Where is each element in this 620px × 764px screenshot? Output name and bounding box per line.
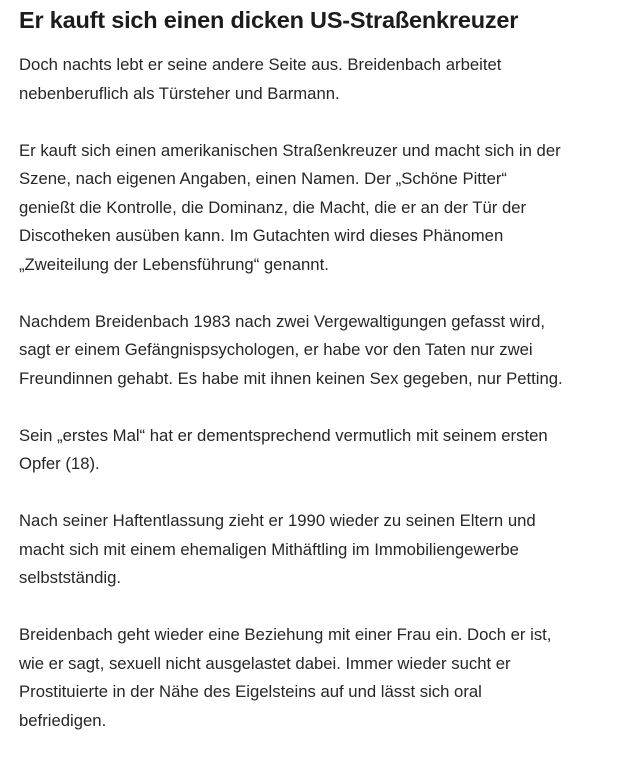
paragraph-line: Doch nachts lebt er seine andere Seite aus. Breidenbach arbeitet bbox=[19, 55, 502, 74]
paragraph-line: „Zweiteilung der Lebensführung“ genannt. bbox=[19, 254, 329, 274]
paragraph-5 bbox=[19, 507, 604, 593]
paragraph-3 bbox=[19, 308, 604, 394]
paragraph-line: wie er sagt, sexuell nicht ausgelastet dabei. Immer wieder sucht er bbox=[19, 653, 511, 673]
paragraph-line: Prostituierte in der Nähe des Eigelsteins auf und lässt sich oral bbox=[19, 682, 482, 701]
article-body bbox=[19, 0, 604, 764]
paragraph-line: Opfer (18). bbox=[19, 454, 100, 473]
paragraph-line: Er kauft sich einen amerikanischen Straßenkreuzer und macht sich in der bbox=[19, 140, 561, 160]
paragraph-line: Discotheken ausüben kann. Im Gutachten wird dieses Phänomen bbox=[19, 226, 504, 245]
paragraph-line: Sein „erstes Mal“ hat er dementsprechend vermutlich mit seinem ersten bbox=[19, 425, 548, 445]
paragraph-line: sagt er einem Gefängnispsychologen, er habe vor den Taten nur zwei bbox=[19, 340, 533, 359]
article-heading: Er kauft sich einen dicken US-Straßenkreuzer bbox=[19, 7, 519, 33]
paragraph-6 bbox=[19, 621, 604, 735]
paragraph-line: genießt die Kontrolle, die Dominanz, die Macht, die er an der Tür der bbox=[19, 197, 527, 217]
paragraph-1 bbox=[19, 51, 604, 108]
paragraph-4 bbox=[19, 422, 604, 479]
paragraph-2 bbox=[19, 137, 604, 280]
paragraph-line: selbstständig. bbox=[19, 568, 122, 587]
paragraph-line: befriedigen. bbox=[19, 710, 107, 730]
paragraph-line: Freundinnen gehabt. Es habe mit ihnen keinen Sex gegeben, nur Petting. bbox=[19, 368, 563, 388]
paragraph-line: Szene, nach eigenen Angaben, einen Namen. Der „Schöne Pitter“ bbox=[19, 169, 507, 188]
paragraph-line: nebenberuflich als Türsteher und Barmann. bbox=[19, 83, 340, 103]
paragraph-line: macht sich mit einem ehemaligen Mithäftling im Immobiliengewerbe bbox=[19, 539, 519, 559]
paragraph-line: Breidenbach geht wieder eine Beziehung mit einer Frau ein. Doch er ist, bbox=[19, 625, 552, 644]
paragraph-line: Nachdem Breidenbach 1983 nach zwei Vergewaltigungen gefasst wird, bbox=[19, 311, 545, 331]
paragraph-line: Nach seiner Haftentlassung zieht er 1990 wieder zu seinen Eltern und bbox=[19, 511, 536, 530]
